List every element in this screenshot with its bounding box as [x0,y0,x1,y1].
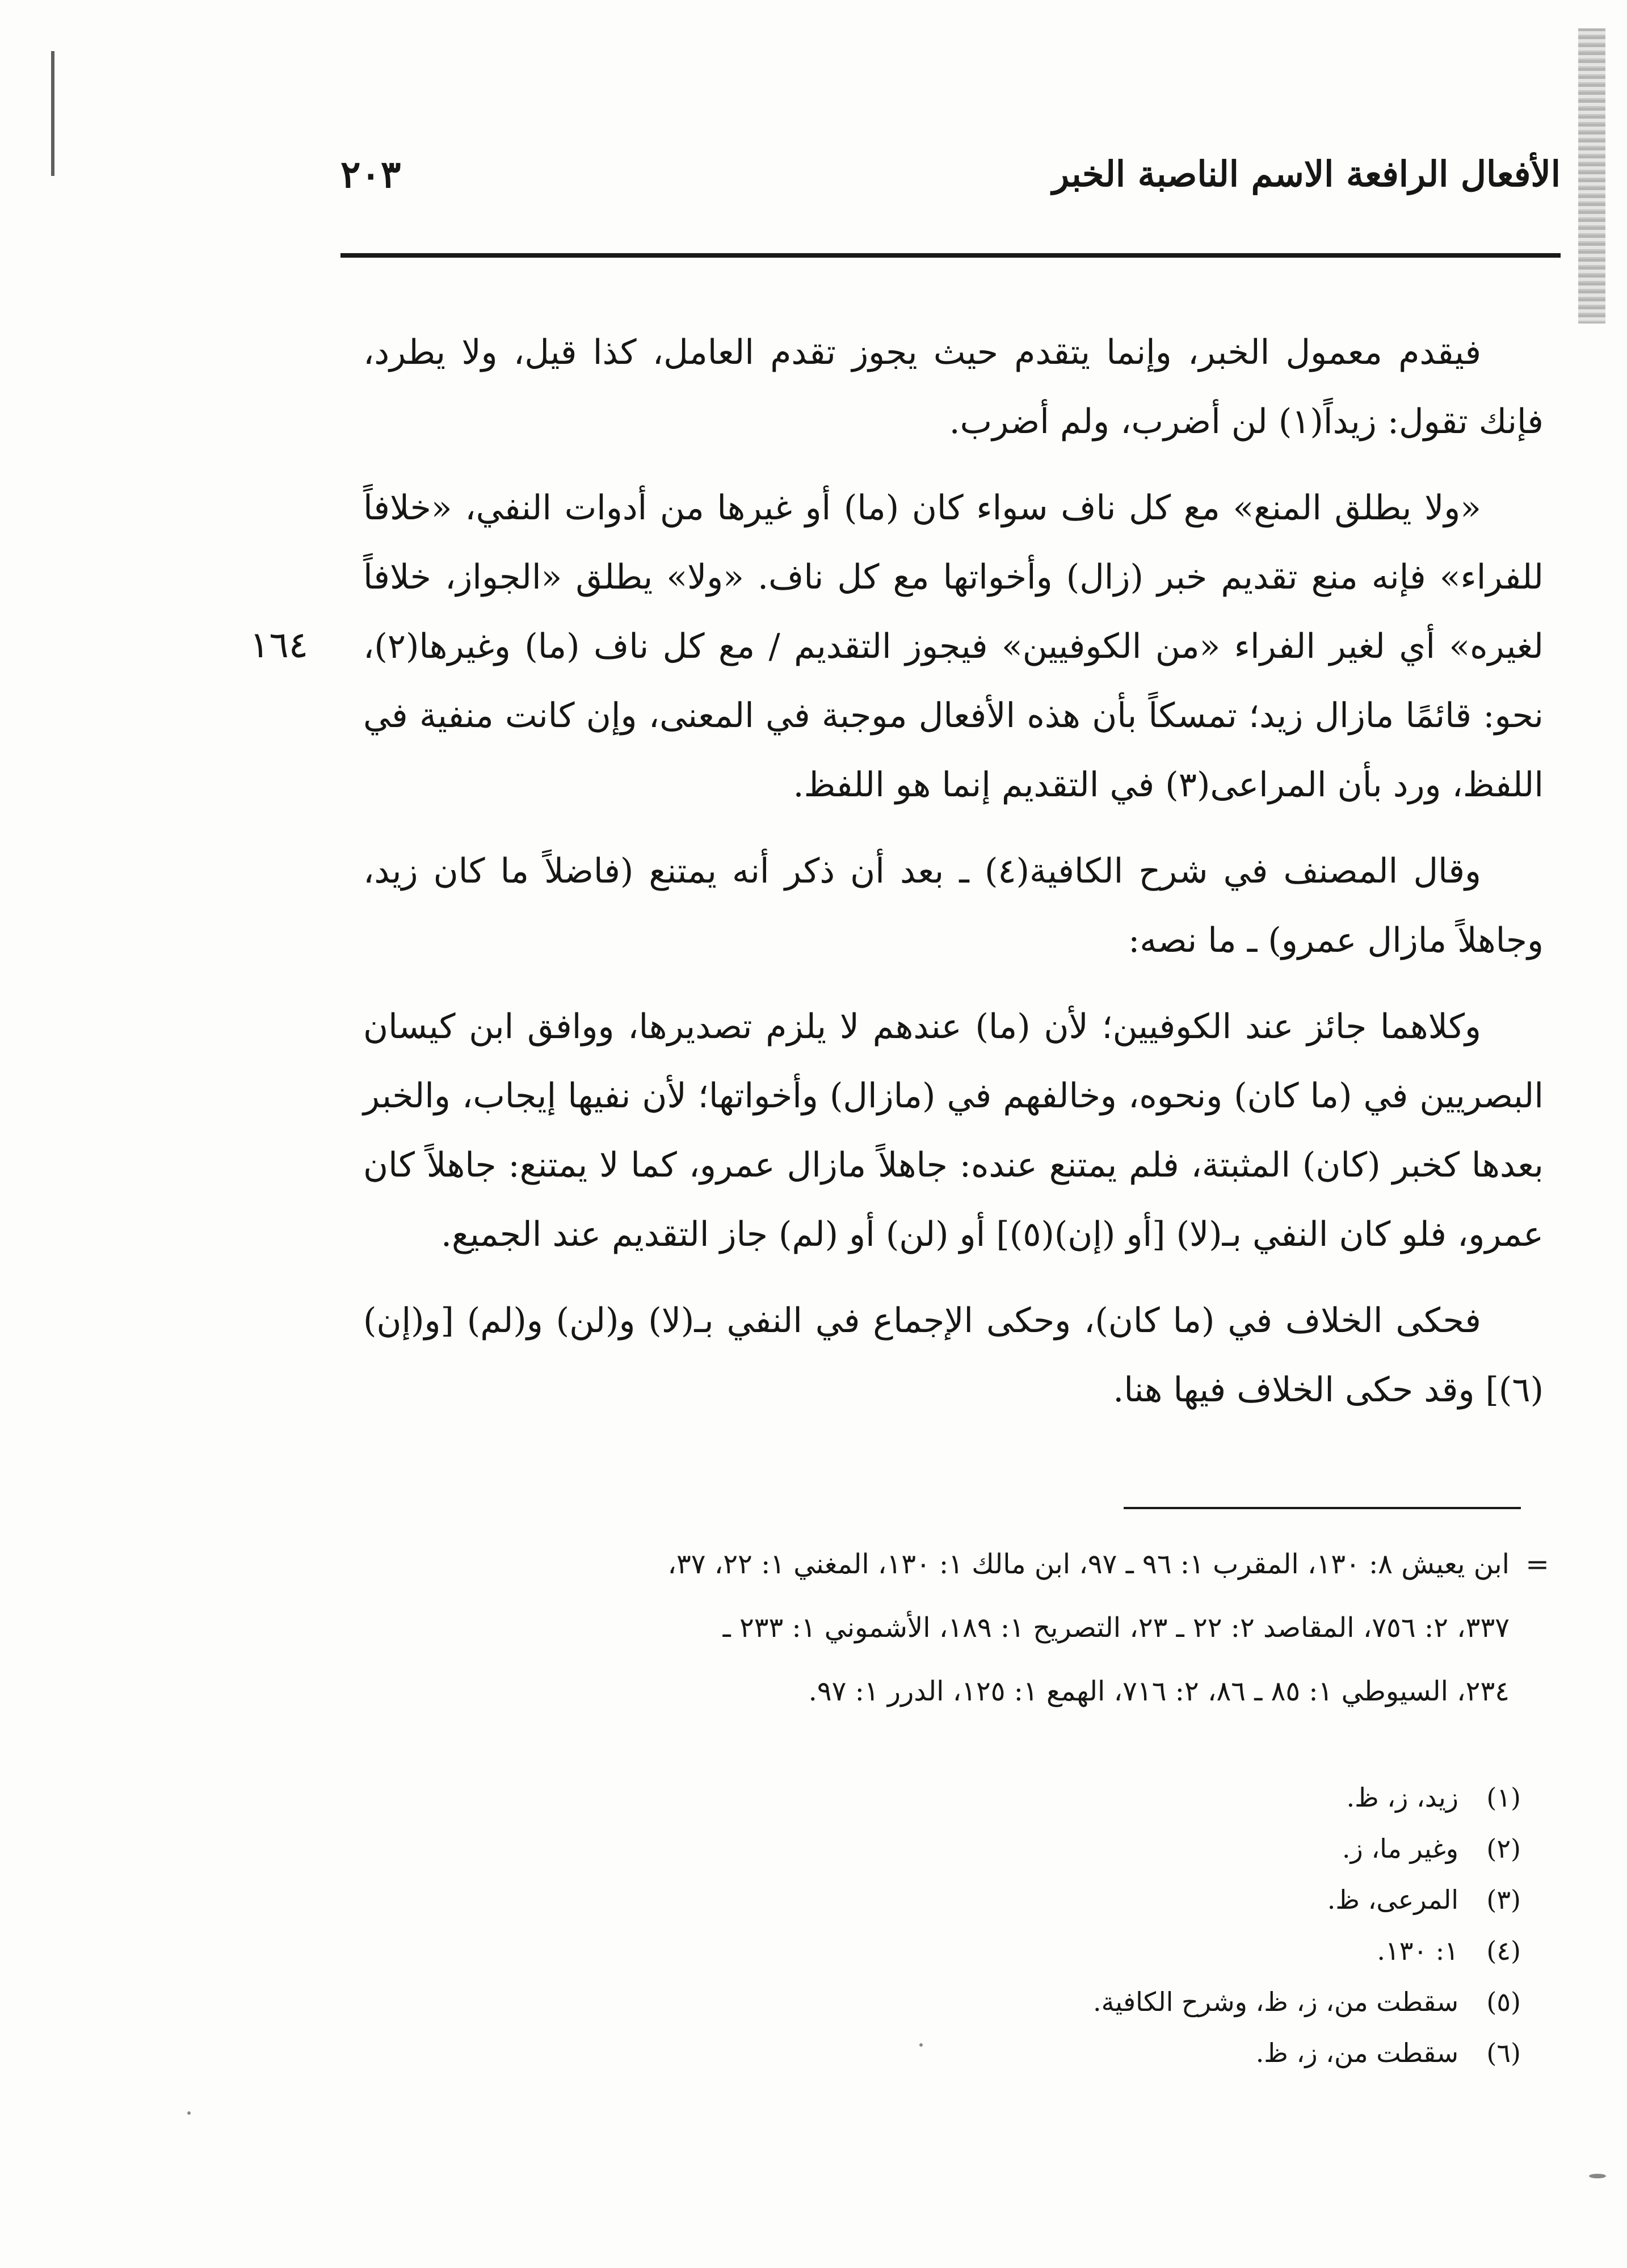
footnote-number: (٤) [1486,1935,1521,1966]
footnote [794,2038,1521,2089]
footnote [794,1833,1521,1884]
continuation-line: ٣٣٧، ٢: ٧٥٦، المقاصد ٢: ٢٢ ـ ٢٣، التصريح ١: ١٨٩، الأشموني ١: ٢٣٣ ـ [722,1612,1510,1644]
scan-speck [187,2111,191,2115]
page-number: ٢٠٣ [340,152,401,196]
continuation-line: ٢٣٤، السيوطي ١: ٨٥ ـ ٨٦، ٢: ٧١٦، الهمع ١: ١٢٥، الدرر ١: ٩٧. [808,1675,1510,1707]
footnote-text: زيد، ز، ظ. [1346,1782,1458,1813]
paragraph: فحكى الخلاف في (ما كان)، وحكى الإجماع في النفي بـ(لا) و(لن) و(لم) [و(إن)(٦)] وقد حكى الخلاف فيها هنا. [363,1301,1544,1410]
paragraph: «ولا يطلق المنع» مع كل ناف سواء كان (ما) أو غيرها من أدوات النفي، «خلافاً للفراء» فإنه منع تقديم خبر (زال) وأخواتها مع كل ناف. «ولا» يطلق «الجواز، خلافاً لغيره» أي لغير الفراء «من الكوفيين» فيجوز التقديم / مع كل ناف (ما) وغيرها(٢)، نحو: قائمًا مازال زيد؛ تمسكاً بأن هذه الأفعال موجبة في المعنى، وإن كانت منفية في اللفظ، ورد بأن المراعى(٣) في التقديم إنما هو اللفظ. [363,488,1544,805]
footnote-text: سقطت من، ز، ظ. [1255,2038,1458,2068]
header-rule [340,253,1561,258]
scan-speck [1589,2174,1606,2178]
main-text [363,318,1544,1430]
running-title: الأفعال الرافعة الاسم الناصبة الخبر [1052,153,1561,195]
footnote [794,1935,1521,1986]
footnote-number: (٥) [1486,1986,1521,2017]
footnote-continuation [386,1532,1549,1723]
footnotes [794,1782,1521,2089]
footnote-text: المرعى، ظ. [1327,1884,1458,1915]
footnote-separator [1124,1507,1521,1509]
footnote-number: (٢) [1486,1833,1521,1864]
footnote-text: ١: ١٣٠. [1377,1935,1458,1966]
scan-edge-mark-left [51,51,54,176]
paragraph: فيقدم معمول الخبر، وإنما يتقدم حيث يجوز تقدم العامل، كذا قيل، ولا يطرد، فإنك تقول: زيداً(١) لن أضرب، ولم أضرب. [363,333,1544,442]
footnote [794,1884,1521,1935]
footnote-number: (٣) [1486,1884,1521,1915]
continuation-line: ابن يعيش ٨: ١٣٠، المقرب ١: ٩٦ ـ ٩٧، ابن مالك ١: ١٣٠، المغني ١: ٢٢، ٣٧، [667,1548,1510,1580]
footnote [794,1986,1521,2038]
footnote-text: وغير ما، ز. [1342,1833,1458,1864]
scan-speck [919,2043,923,2047]
margin-manuscript-number: ١٦٤ [250,624,309,666]
footnote [794,1782,1521,1833]
page-header [340,142,1561,210]
continuation-marker: = [1525,1548,1549,1581]
footnote-text: سقطت من، ز، ظ، وشرح الكافية. [1093,1986,1458,2017]
scan-edge-mark-right [1578,28,1605,324]
paragraph: وقال المصنف في شرح الكافية(٤) ـ بعد أن ذكر أنه يمتنع (فاضلاً ما كان زيد، وجاهلاً مازال عمرو) ـ ما نصه: [363,851,1544,960]
footnote-number: (٦) [1486,2038,1521,2068]
footnote-number: (١) [1486,1782,1521,1813]
paragraph: وكلاهما جائز عند الكوفيين؛ لأن (ما) عندهم لا يلزم تصديرها، ووافق ابن كيسان البصريين في (ما كان) ونحوه، وخالفهم في (مازال) وأخواتها؛ لأن نفيها إيجاب، والخبر بعدها كخبر (كان) المثبتة، فلم يمتنع عنده: جاهلاً مازال عمرو، كما لا يمتنع: جاهلاً كان عمرو، فلو كان النفي بـ(لا) [أو (إن)(٥)] أو (لن) أو (لم) جاز التقديم عند الجميع. [363,1007,1544,1254]
